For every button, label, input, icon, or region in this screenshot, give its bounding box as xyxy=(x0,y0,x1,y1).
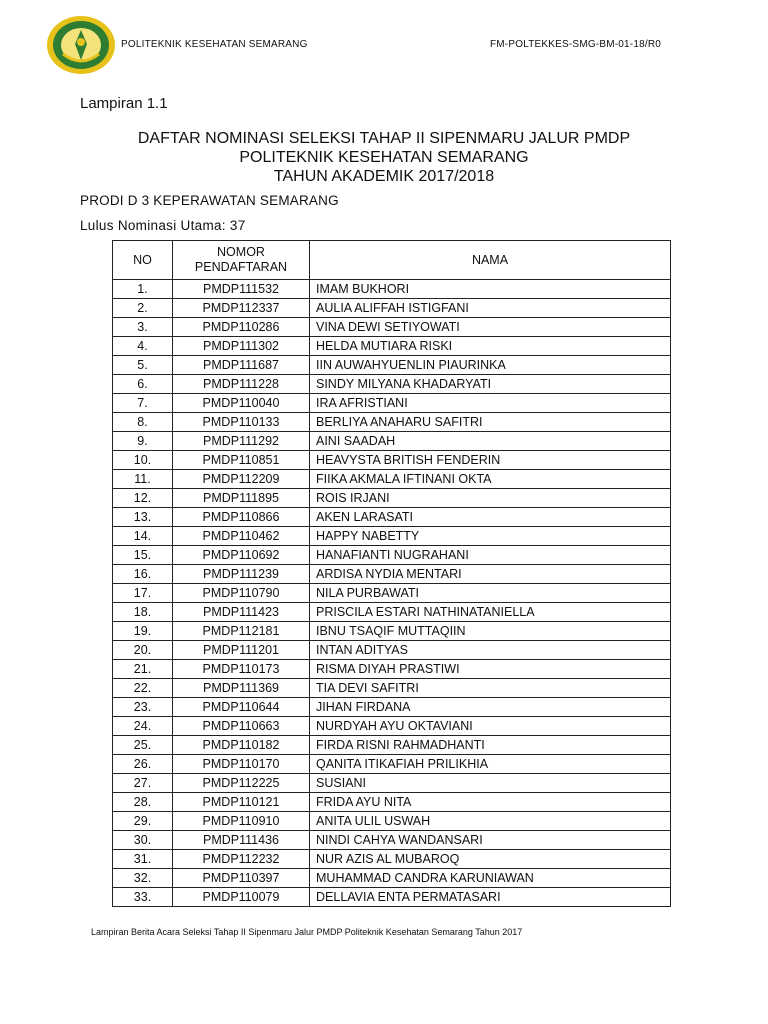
row-nama: VINA DEWI SETIYOWATI xyxy=(310,318,671,337)
table-row xyxy=(113,527,671,546)
row-nama: FIRDA RISNI RAHMADHANTI xyxy=(310,736,671,755)
row-nama: IBNU TSAQIF MUTTAQIIN xyxy=(310,622,671,641)
row-no: 7. xyxy=(113,394,173,413)
row-nomor: PMDP110851 xyxy=(173,451,310,470)
table-row xyxy=(113,622,671,641)
row-nama: SUSIANI xyxy=(310,774,671,793)
table-row xyxy=(113,831,671,850)
row-nama: HEAVYSTA BRITISH FENDERIN xyxy=(310,451,671,470)
row-nomor: PMDP110286 xyxy=(173,318,310,337)
table-row xyxy=(113,489,671,508)
row-no: 1. xyxy=(113,280,173,299)
table-row xyxy=(113,774,671,793)
table-row xyxy=(113,546,671,565)
row-nomor: PMDP110133 xyxy=(173,413,310,432)
row-no: 17. xyxy=(113,584,173,603)
table-header-row xyxy=(113,241,671,280)
row-no: 10. xyxy=(113,451,173,470)
row-nama: AINI SAADAH xyxy=(310,432,671,451)
row-no: 32. xyxy=(113,869,173,888)
table-row xyxy=(113,850,671,869)
table-row xyxy=(113,698,671,717)
table-row xyxy=(113,660,671,679)
row-no: 11. xyxy=(113,470,173,489)
row-nomor: PMDP112225 xyxy=(173,774,310,793)
col-header-nomor xyxy=(173,241,310,280)
row-no: 22. xyxy=(113,679,173,698)
row-nomor: PMDP111895 xyxy=(173,489,310,508)
row-nama: AULIA ALIFFAH ISTIGFANI xyxy=(310,299,671,318)
row-nama: INTAN ADITYAS xyxy=(310,641,671,660)
row-no: 24. xyxy=(113,717,173,736)
nomination-table xyxy=(112,240,671,907)
row-nama: DELLAVIA ENTA PERMATASARI xyxy=(310,888,671,907)
table-row xyxy=(113,603,671,622)
table-row xyxy=(113,679,671,698)
table-row xyxy=(113,508,671,527)
row-nomor: PMDP110910 xyxy=(173,812,310,831)
row-nomor: PMDP110079 xyxy=(173,888,310,907)
row-no: 4. xyxy=(113,337,173,356)
document-title-line3: TAHUN AKADEMIK 2017/2018 xyxy=(273,168,495,185)
row-no: 5. xyxy=(113,356,173,375)
row-nomor: PMDP111369 xyxy=(173,679,310,698)
row-nama: HANAFIANTI NUGRAHANI xyxy=(310,546,671,565)
table-row xyxy=(113,451,671,470)
row-nomor: PMDP110173 xyxy=(173,660,310,679)
row-nomor: PMDP111436 xyxy=(173,831,310,850)
row-nomor: PMDP110866 xyxy=(173,508,310,527)
row-no: 16. xyxy=(113,565,173,584)
row-nomor: PMDP112209 xyxy=(173,470,310,489)
table-row xyxy=(113,755,671,774)
row-nomor: PMDP111532 xyxy=(173,280,310,299)
document-title-line2: POLITEKNIK KESEHATAN SEMARANG xyxy=(239,149,529,166)
row-nomor: PMDP110692 xyxy=(173,546,310,565)
row-nomor: PMDP110790 xyxy=(173,584,310,603)
row-nomor: PMDP110170 xyxy=(173,755,310,774)
row-nomor: PMDP110462 xyxy=(173,527,310,546)
row-nama: RISMA DIYAH PRASTIWI xyxy=(310,660,671,679)
row-nama: QANITA ITIKAFIAH PRILIKHIA xyxy=(310,755,671,774)
row-no: 31. xyxy=(113,850,173,869)
table-row xyxy=(113,394,671,413)
row-nama: HAPPY NABETTY xyxy=(310,527,671,546)
footer-note: Lampiran Berita Acara Seleksi Tahap II Sipenmaru Jalur PMDP Politeknik Kesehatan Semarang Tahun 2017 xyxy=(91,927,523,937)
table-row xyxy=(113,793,671,812)
row-no: 9. xyxy=(113,432,173,451)
row-nomor: PMDP110663 xyxy=(173,717,310,736)
table-row xyxy=(113,280,671,299)
row-nama: NURDYAH AYU OKTAVIANI xyxy=(310,717,671,736)
row-no: 27. xyxy=(113,774,173,793)
table-row xyxy=(113,641,671,660)
table-row xyxy=(113,413,671,432)
col-header-nama: NAMA xyxy=(310,241,671,280)
row-nomor: PMDP111292 xyxy=(173,432,310,451)
row-nomor: PMDP111201 xyxy=(173,641,310,660)
row-nomor: PMDP111302 xyxy=(173,337,310,356)
institution-logo-icon xyxy=(44,14,118,76)
table-row xyxy=(113,356,671,375)
table-row xyxy=(113,736,671,755)
table-row xyxy=(113,337,671,356)
header-institution: POLITEKNIK KESEHATAN SEMARANG xyxy=(121,39,308,50)
row-nomor: PMDP110182 xyxy=(173,736,310,755)
prodi-label: PRODI D 3 KEPERAWATAN SEMARANG xyxy=(80,193,339,208)
row-nomor: PMDP110397 xyxy=(173,869,310,888)
row-nama: IIN AUWAHYUENLIN PIAURINKA xyxy=(310,356,671,375)
row-nama: IRA AFRISTIANI xyxy=(310,394,671,413)
row-no: 13. xyxy=(113,508,173,527)
row-nomor: PMDP111239 xyxy=(173,565,310,584)
row-no: 2. xyxy=(113,299,173,318)
row-no: 6. xyxy=(113,375,173,394)
row-no: 20. xyxy=(113,641,173,660)
row-nama: ROIS IRJANI xyxy=(310,489,671,508)
col-header-nomor-line2: PENDAFTARAN xyxy=(194,260,288,274)
row-nama: ANITA ULIL USWAH xyxy=(310,812,671,831)
row-nomor: PMDP110040 xyxy=(173,394,310,413)
row-no: 18. xyxy=(113,603,173,622)
table-row xyxy=(113,375,671,394)
row-no: 12. xyxy=(113,489,173,508)
row-nama: NUR AZIS AL MUBAROQ xyxy=(310,850,671,869)
row-nomor: PMDP110121 xyxy=(173,793,310,812)
row-no: 15. xyxy=(113,546,173,565)
row-nama: HELDA MUTIARA RISKI xyxy=(310,337,671,356)
table-row xyxy=(113,299,671,318)
row-no: 3. xyxy=(113,318,173,337)
lulus-label: Lulus Nominasi Utama: 37 xyxy=(80,218,246,233)
row-nomor: PMDP111423 xyxy=(173,603,310,622)
row-nama: JIHAN FIRDANA xyxy=(310,698,671,717)
row-no: 25. xyxy=(113,736,173,755)
row-nama: FRIDA AYU NITA xyxy=(310,793,671,812)
row-nama: IMAM BUKHORI xyxy=(310,280,671,299)
row-nama: ARDISA NYDIA MENTARI xyxy=(310,565,671,584)
row-nama: NINDI CAHYA WANDANSARI xyxy=(310,831,671,850)
table-row xyxy=(113,812,671,831)
row-no: 30. xyxy=(113,831,173,850)
row-no: 29. xyxy=(113,812,173,831)
table-row xyxy=(113,565,671,584)
row-nama: NILA PURBAWATI xyxy=(310,584,671,603)
table-row xyxy=(113,318,671,337)
row-nomor: PMDP111687 xyxy=(173,356,310,375)
table-row xyxy=(113,869,671,888)
row-nama: BERLIYA ANAHARU SAFITRI xyxy=(310,413,671,432)
row-nama: SINDY MILYANA KHADARYATI xyxy=(310,375,671,394)
header-form-code: FM-POLTEKKES-SMG-BM-01-18/R0 xyxy=(490,39,662,50)
row-no: 23. xyxy=(113,698,173,717)
row-no: 28. xyxy=(113,793,173,812)
table-row xyxy=(113,717,671,736)
lampiran-label: Lampiran 1.1 xyxy=(80,95,168,112)
row-nama: FIIKA AKMALA IFTINANI OKTA xyxy=(310,470,671,489)
row-nomor: PMDP112181 xyxy=(173,622,310,641)
row-no: 8. xyxy=(113,413,173,432)
row-nama: MUHAMMAD CANDRA KARUNIAWAN xyxy=(310,869,671,888)
row-no: 33. xyxy=(113,888,173,907)
table-row xyxy=(113,470,671,489)
table-row xyxy=(113,432,671,451)
table-row xyxy=(113,584,671,603)
col-header-no: NO xyxy=(113,241,173,280)
row-no: 26. xyxy=(113,755,173,774)
row-nomor: PMDP112337 xyxy=(173,299,310,318)
row-no: 21. xyxy=(113,660,173,679)
table-row xyxy=(113,888,671,907)
row-nama: PRISCILA ESTARI NATHINATANIELLA xyxy=(310,603,671,622)
document-title-line1: DAFTAR NOMINASI SELEKSI TAHAP II SIPENMARU JALUR PMDP xyxy=(137,130,631,147)
row-nama: TIA DEVI SAFITRI xyxy=(310,679,671,698)
row-nomor: PMDP112232 xyxy=(173,850,310,869)
row-no: 19. xyxy=(113,622,173,641)
row-nama: AKEN LARASATI xyxy=(310,508,671,527)
row-no: 14. xyxy=(113,527,173,546)
row-nomor: PMDP111228 xyxy=(173,375,310,394)
row-nomor: PMDP110644 xyxy=(173,698,310,717)
col-header-nomor-line1: NOMOR xyxy=(217,245,265,259)
